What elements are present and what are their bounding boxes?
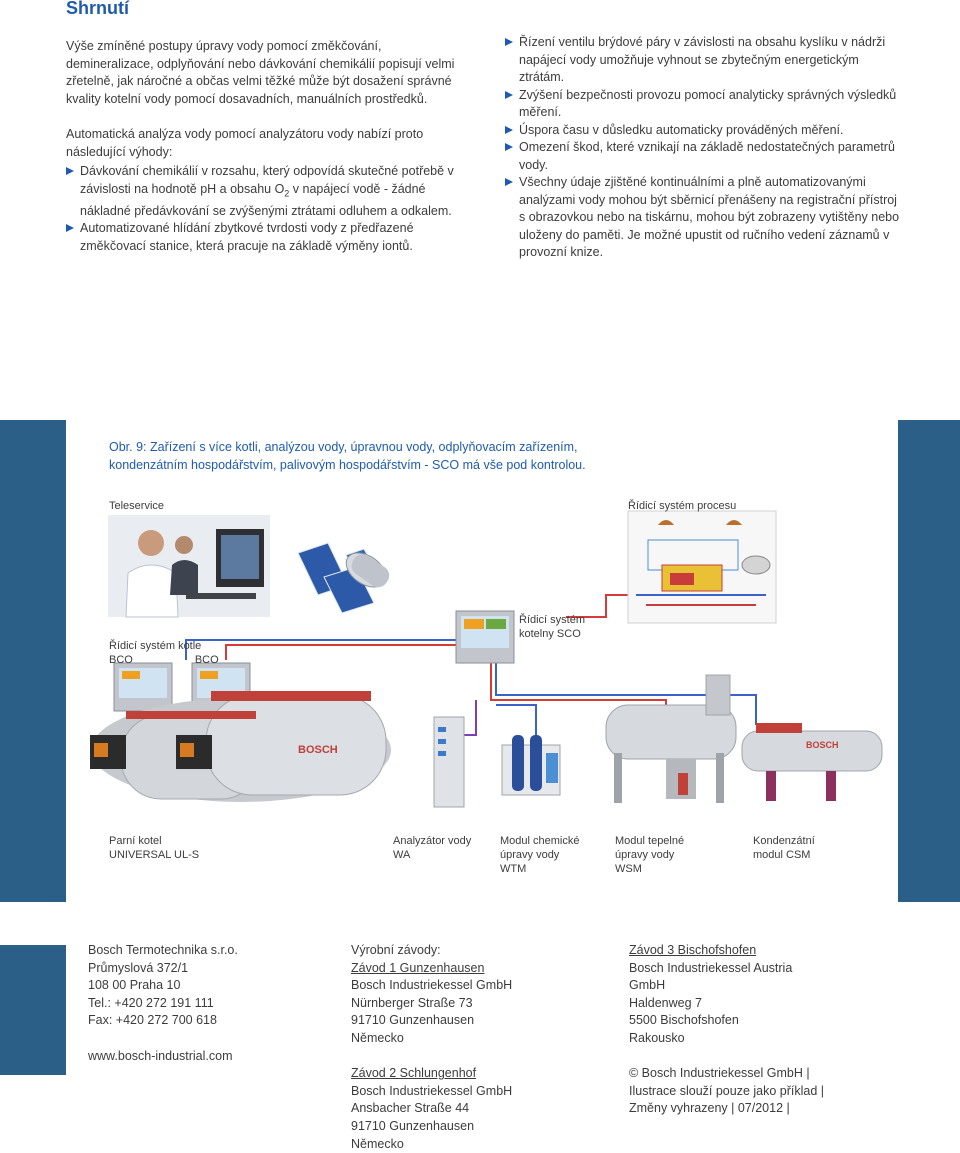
footer-line: Ilustrace slouží pouze jako příklad | xyxy=(629,1083,825,1098)
label-line: WSM xyxy=(615,863,642,875)
label-line: WA xyxy=(393,849,411,861)
label-line: modul CSM xyxy=(753,849,811,861)
footer-line: Bosch Termotechnika s.r.o. xyxy=(88,943,238,957)
footer-line: 91710 Gunzenhausen xyxy=(351,1118,475,1133)
figure-side-bar-left xyxy=(0,420,66,902)
triangle-bullet-icon xyxy=(505,178,513,186)
plant-title: Závod 3 Bischofshofen xyxy=(629,943,757,957)
footer-line: Fax: +420 272 700 618 xyxy=(88,1013,217,1028)
chemical-treatment-module xyxy=(502,735,560,795)
triangle-bullet-icon xyxy=(505,126,513,134)
label-bco: BCO xyxy=(194,654,219,666)
label-line: Řídicí systém xyxy=(519,614,586,626)
sco-control-panel xyxy=(456,611,514,663)
footer-plants xyxy=(351,942,601,1153)
figure-caption xyxy=(109,439,889,474)
list-item xyxy=(505,139,900,174)
teleservice-photo xyxy=(108,515,270,617)
bullet-text-tail: v napájecí vodě - žádné nákladné předávkování se zvýšenými ztrátami odluhem a odkalem. xyxy=(80,181,452,218)
label-water-analyzer xyxy=(393,834,471,862)
footer-line: Změny vyhrazeny | 07/2012 | xyxy=(629,1101,790,1116)
subscript: 2 xyxy=(284,188,290,198)
label-line: úpravy vody xyxy=(500,849,560,861)
footer-line: Ansbacher Straße 44 xyxy=(351,1101,470,1116)
label-teleservice: Teleservice xyxy=(109,500,165,512)
footer-line: Německo xyxy=(351,1136,404,1151)
label-line: UNIVERSAL UL-S xyxy=(109,849,200,861)
bosch-logo: BOSCH xyxy=(806,740,839,750)
triangle-bullet-icon xyxy=(66,224,74,232)
footer-line: Haldenweg 7 xyxy=(629,995,702,1010)
network-line-blue xyxy=(186,625,461,660)
footer-line: Bosch Industriekessel Austria xyxy=(629,960,793,975)
footer-line: Bosch Industriekessel GmbH xyxy=(351,1083,513,1098)
label-line: Parní kotel xyxy=(109,835,162,847)
bullet-text: Dávkování chemikálií v rozsahu, který odpovídá skutečné potřebě v závislosti na hodnotě pH a obsahu O xyxy=(80,164,454,196)
label-line: Modul chemické xyxy=(500,835,580,847)
footer-spacer xyxy=(351,1048,601,1066)
label-process-control: Řídicí systém procesu xyxy=(628,500,737,512)
bullet-text: Všechny údaje zjištěné kontinuálními a plně automatizovanými analýzami vody mohou být sběrnicí přenášeny na registrační přístroj s obrazovkou nebo na tiskárnu, mohou být zobrazeny vytištěny nebo uloženy do paměti. Je možné upustit od ručního vedení záznamů v provozní knize. xyxy=(519,175,900,259)
left-bullet-list xyxy=(66,163,461,255)
list-item xyxy=(505,34,900,87)
triangle-bullet-icon xyxy=(66,167,74,175)
label-boiler-control xyxy=(109,639,219,667)
footer-plant3 xyxy=(629,942,889,1118)
label-line xyxy=(109,653,219,667)
intro-paragraph: Výše zmíněné postupy úpravy vody pomocí změkčování, demineralizace, odplyňování nebo dávkování chemikálií popisují velmi zřetelně, jak náročné a občas velmi těžké může být dosažení správné kvality kotelní vody pomocí dosavadních, manuálních prostředků. xyxy=(66,39,455,106)
figure-side-bar-right xyxy=(898,420,960,902)
website-link[interactable]: www.bosch-industrial.com xyxy=(88,1048,233,1063)
page-title: Shrnutí xyxy=(66,0,129,18)
plant-title: Závod 2 Schlungenhof xyxy=(351,1066,477,1081)
water-analyzer-cabinet xyxy=(434,717,464,807)
label-line: Řídicí systém kotle xyxy=(109,640,202,652)
label-sco xyxy=(519,613,585,641)
bullet-text: Úspora času v důsledku automaticky prováděných měření. xyxy=(519,122,844,137)
footer-spacer xyxy=(88,1030,318,1048)
label-line: Analyzátor vody xyxy=(393,835,472,847)
label-line: Modul tepelné xyxy=(615,835,685,847)
footer-line: 108 00 Praha 10 xyxy=(88,978,181,993)
label-line: WTM xyxy=(500,863,527,875)
bullet-text: Omezení škod, které vznikají na základě nedostatečných parametrů vody. xyxy=(519,140,895,172)
label-line: úpravy vody xyxy=(615,849,675,861)
list-item xyxy=(505,122,900,140)
footer-address xyxy=(88,942,318,1065)
bullet-text: Řízení ventilu brýdové páry v závislosti na obsahu kyslíku v nádrži napájecí vody umožňuje vyhnout se zbytečným energetickým ztrátám. xyxy=(519,35,886,84)
label-line: Kondenzátní xyxy=(753,835,815,847)
footer-line: Rakousko xyxy=(629,1030,685,1045)
bullet-text: Zvýšení bezpečnosti provozu pomocí analyticky správných výsledků měření. xyxy=(519,87,897,119)
process-control-diagram xyxy=(628,511,776,623)
triangle-bullet-icon xyxy=(505,91,513,99)
footer-line: GmbH xyxy=(629,978,666,993)
network-line-red xyxy=(226,625,466,660)
footer-line: Bosch Industriekessel GmbH xyxy=(351,978,513,993)
triangle-bullet-icon xyxy=(505,143,513,151)
footer-line: Nürnberger Straße 73 xyxy=(351,995,473,1010)
footer-line: Průmyslová 372/1 xyxy=(88,960,189,975)
left-column xyxy=(66,38,466,255)
footer-line: 91710 Gunzenhausen xyxy=(351,1013,475,1028)
right-column xyxy=(505,34,900,262)
plant-title: Závod 1 Gunzenhausen xyxy=(351,960,485,975)
bullet-text: Automatizované hlídání zbytkové tvrdosti vody z předřazené změkčovací stanice, která pracuje na základě výměny iontů. xyxy=(80,221,414,253)
label-steam-boiler xyxy=(109,834,199,862)
list-item xyxy=(505,174,900,262)
footer-accent-bar xyxy=(0,945,66,1075)
list-item xyxy=(66,163,461,220)
list-item xyxy=(66,220,461,255)
bosch-logo: BOSCH xyxy=(298,744,338,756)
footer-heading: Výrobní závody: xyxy=(351,943,441,957)
label-line: kotelny SCO xyxy=(519,628,581,640)
label-wsm xyxy=(615,834,684,876)
analysis-intro: Automatická analýza vody pomocí analyzátoru vody nabízí proto následující výhody: xyxy=(66,127,424,159)
caption-line: kondenzátním hospodářstvím, palivovým hospodářstvím - SCO má vše pod kontrolou. xyxy=(109,457,586,472)
footer-line: Německo xyxy=(351,1030,404,1045)
right-bullet-list xyxy=(505,34,900,262)
footer-line: © Bosch Industriekessel GmbH | xyxy=(629,1066,810,1081)
footer-line: 5500 Bischofshofen xyxy=(629,1013,739,1028)
condensate-module xyxy=(742,723,882,801)
footer-spacer xyxy=(629,1048,889,1066)
caption-line: Obr. 9: Zařízení s více kotli, analýzou vody, úpravnou vody, odplyňovacím zařízením, xyxy=(109,440,578,454)
label-csm xyxy=(753,834,815,862)
label-wtm xyxy=(500,834,579,876)
label-bco: BCO xyxy=(109,654,133,666)
list-item xyxy=(505,87,900,122)
triangle-bullet-icon xyxy=(505,38,513,46)
footer-line: Tel.: +420 272 191 111 xyxy=(88,995,214,1010)
